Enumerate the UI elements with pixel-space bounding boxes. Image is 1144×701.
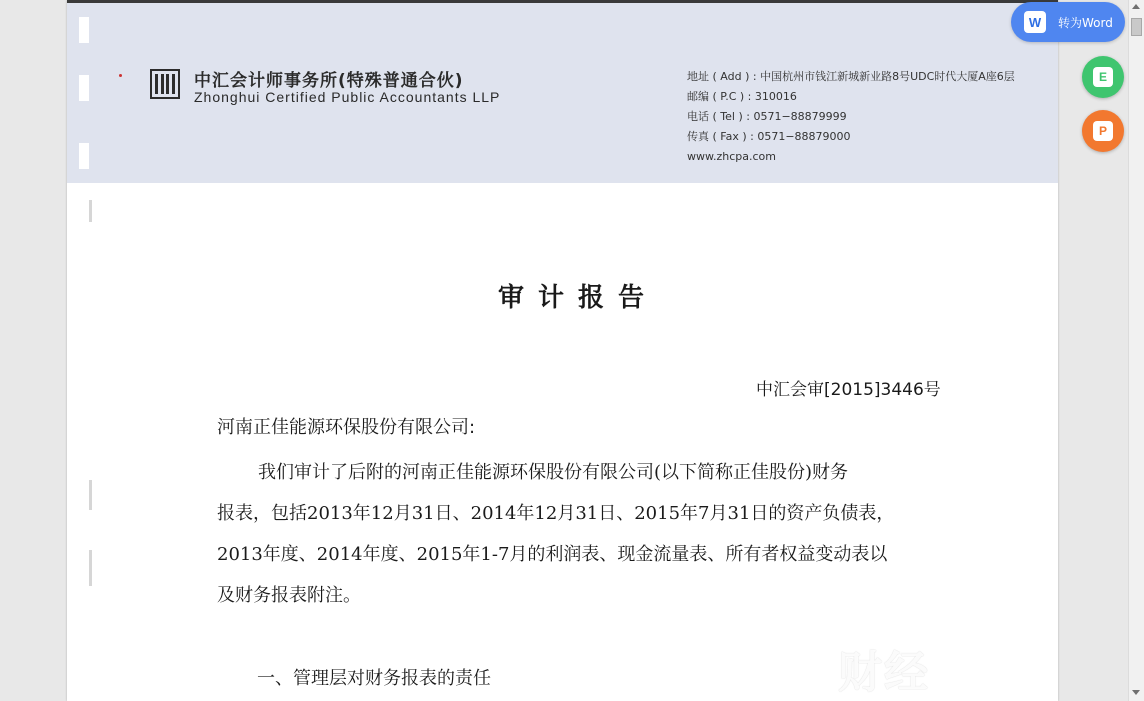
paragraph-line: 我们审计了后附的河南正佳能源环保股份有限公司(以下简称正佳股份)财务: [258, 462, 849, 483]
firm-postcode: 邮编 ( P.C ) : 310016: [687, 90, 797, 103]
scroll-down-icon[interactable]: [1132, 690, 1140, 695]
firm-contact-block: [687, 67, 1015, 167]
section-heading: 一、管理层对财务报表的责任: [257, 668, 491, 689]
addressee: 河南正佳能源环保股份有限公司:: [217, 417, 476, 438]
scroll-thumb[interactable]: [1131, 18, 1142, 36]
paragraph-line: 及财务报表附注。: [217, 585, 361, 606]
body-paragraph: [217, 452, 952, 616]
scan-mark: [89, 550, 92, 586]
watermark-bold-text: 财经: [838, 647, 930, 698]
watermark: [700, 636, 930, 700]
ppt-icon: P: [1093, 121, 1113, 141]
excel-icon: E: [1093, 67, 1113, 87]
firm-name-en: Zhonghui Certified Public Accountants LLP: [194, 89, 501, 105]
letterhead: [67, 3, 1058, 183]
word-icon: W: [1024, 11, 1046, 33]
scan-mark: [89, 200, 92, 222]
scan-mark: [79, 75, 89, 101]
firm-logo-icon: [150, 69, 180, 99]
convert-to-word-button[interactable]: [1011, 2, 1125, 42]
convert-to-word-label: 转为Word: [1058, 15, 1113, 30]
firm-website: www.zhcpa.com: [687, 150, 776, 163]
convert-to-ppt-button[interactable]: [1082, 110, 1124, 152]
scan-mark: [79, 17, 89, 43]
document-page: [67, 0, 1058, 701]
firm-fax: 传真 ( Fax ) : 0571−88879000: [687, 130, 851, 143]
scroll-up-icon[interactable]: [1132, 4, 1140, 9]
firm-tel: 电话 ( Tel ) : 0571−88879999: [687, 110, 847, 123]
scan-mark: [89, 480, 92, 510]
document-title: 审计报告: [497, 283, 658, 313]
convert-to-excel-button[interactable]: [1082, 56, 1124, 98]
watermark-faint-text: 新三板: [700, 647, 838, 698]
firm-address: 地址 ( Add ) : 中国杭州市钱江新城新业路8号UDC时代大厦A座6层: [687, 70, 1015, 83]
firm-name-cn: 中汇会计师事务所(特殊普通合伙): [194, 71, 464, 91]
red-speck: [119, 74, 122, 77]
vertical-scrollbar[interactable]: [1128, 0, 1144, 701]
paragraph-line: 2013年度、2014年度、2015年1-7月的利润表、现金流量表、所有者权益变动表以: [217, 544, 888, 565]
scan-mark: [79, 143, 89, 169]
report-number: 中汇会审[2015]3446号: [756, 380, 941, 400]
paragraph-line: 报表，包括2013年12月31日、2014年12月31日、2015年7月31日的资产负债表，: [217, 503, 895, 524]
